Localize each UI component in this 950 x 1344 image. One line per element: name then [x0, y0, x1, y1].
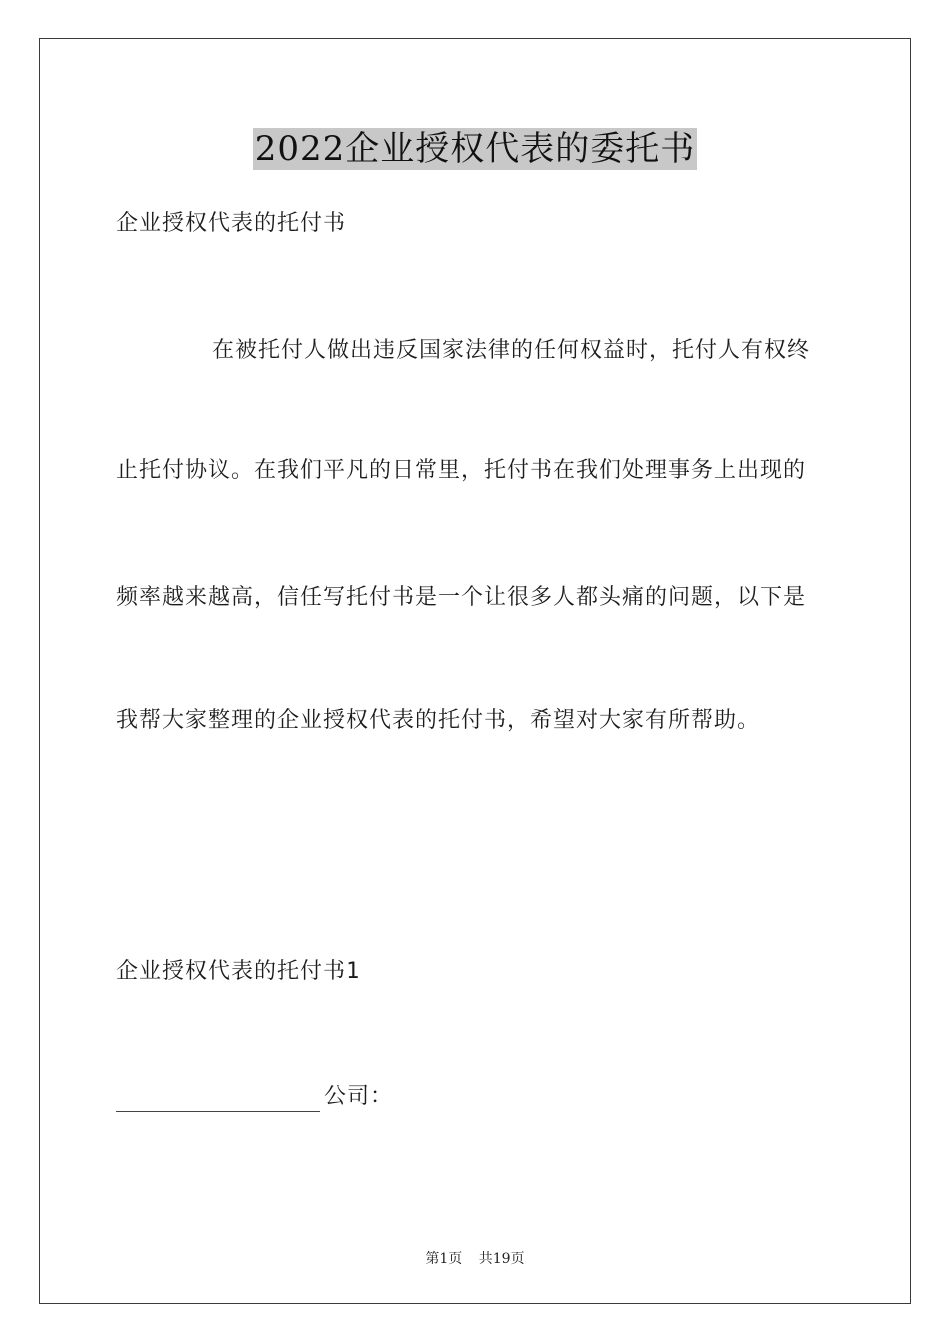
document-title: 2022企业授权代表的委托书	[254, 129, 696, 169]
paragraph-line: 我帮大家整理的企业授权代表的托付书，希望对大家有所帮助。	[116, 708, 761, 733]
page-total: 共19页	[478, 1251, 525, 1267]
paragraph-line: 止托付协议。在我们平凡的日常里，托付书在我们处理事务上出现的	[116, 458, 807, 483]
paragraph-line: 在被托付人做出违反国家法律的任何权益时，托付人有权终	[212, 338, 811, 363]
company-suffix: 公司：	[324, 1084, 394, 1109]
page-footer	[0, 1248, 950, 1268]
page-number: 第1页	[425, 1251, 463, 1267]
company-name-blank	[116, 1087, 320, 1112]
paragraph-line: 频率越来越高，信任写托付书是一个让很多人都头痛的问题，以下是	[116, 585, 807, 610]
document-subtitle: 企业授权代表的托付书	[116, 211, 347, 236]
company-line	[116, 1082, 393, 1112]
section-heading: 企业授权代表的托付书1	[116, 959, 361, 984]
title-container	[0, 128, 950, 170]
